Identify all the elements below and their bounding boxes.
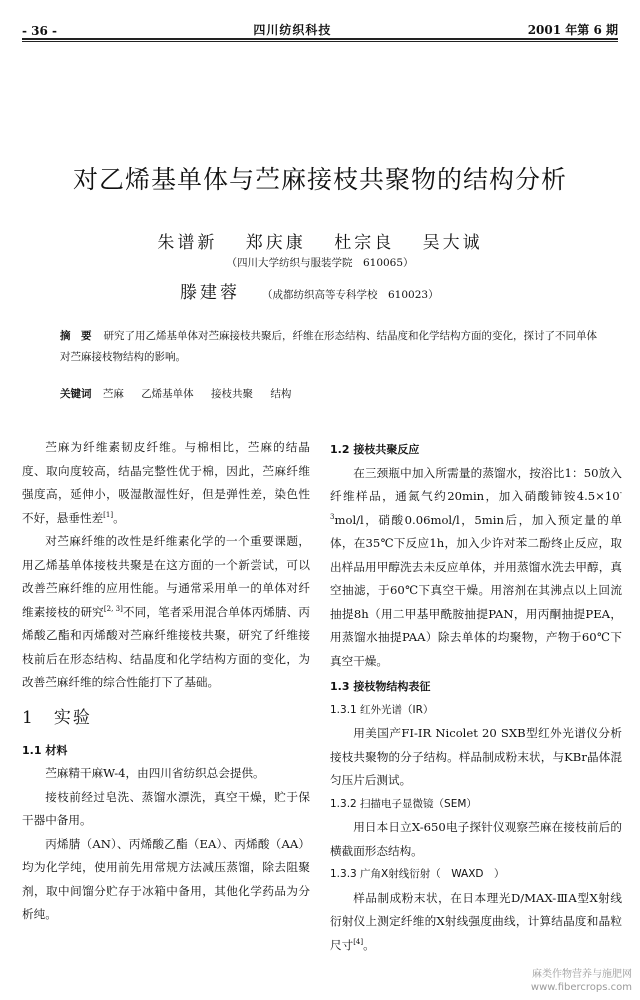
section-heading: 1 实验 [22, 707, 92, 728]
citation: [1] [103, 510, 114, 519]
paragraph: 样品制成粉末状，在日本理光D/MAX-ⅢA型X射线衍射仪上测定纤维的X射线强度曲线，计算结晶度和晶粒尺寸[4]。 [330, 890, 622, 952]
abstract [60, 326, 600, 368]
author-list [0, 228, 640, 253]
abstract-text: 研究了用乙烯基单体对苎麻接枝共聚后，纤维在形态结构、结晶度和化学结构方面的变化，探讨了不同单体对苎麻接枝物结构的影响。 [60, 330, 597, 363]
citation: [2, 3] [103, 604, 123, 613]
author-2-line [180, 278, 439, 303]
paragraph: 丙烯腈（AN）、丙烯酸乙酯（EA）、丙烯酸（AA）均为化学纯，使用前先用常规方法减压蒸馏，除去阻聚剂，取中间馏分贮存于冰箱中备用，其他化学药品为分析纯。 [22, 836, 310, 921]
watermark [531, 968, 632, 994]
subsection-heading: 1.2 接枝共聚反应 [330, 443, 420, 456]
paragraph: 对苎麻纤维的改性是纤维素化学的一个重要课题，用乙烯基单体接枝共聚是在这方面的一个新尝试，可以改善苎麻纤维的应用性能。与通常采用单一的单体对纤维素接枝的研究[2, 3]不同，笔者采用混合单体丙烯腈、丙烯酸乙酯和丙烯酸对苎麻纤维接枝共聚，研究了纤维接枝前后在形态结构、结晶度和化学结构方面的变化，为改善苎麻纤维的综合性能打下了基础。 [22, 534, 310, 689]
header-rule-thin [22, 41, 618, 42]
author-name: 杜宗良 [334, 233, 395, 253]
keyword: 接枝共聚 [211, 388, 254, 400]
subsubsection-heading: 1.3.3 广角X射线衍射（ WAXD ） [330, 868, 505, 880]
issue-label: 2001 年第 6 期 [527, 23, 618, 37]
author-name: 朱谱新 [157, 233, 218, 253]
keyword: 苎麻 [102, 388, 124, 400]
citation: [4] [353, 937, 364, 946]
watermark-url: www.fibercrops.com [530, 982, 632, 993]
header-rule [22, 38, 618, 40]
paragraph: 接枝前经过皂洗、蒸馏水漂洗，真空干燥，贮于保干器中备用。 [22, 789, 310, 827]
watermark-line: 麻类作物营养与施肥网 [532, 969, 632, 980]
subsection-heading: 1.3 接枝物结构表征 [330, 680, 431, 693]
subsection-heading: 1.1 材料 [22, 743, 68, 757]
abstract-label: 摘 要 [60, 330, 92, 342]
subsubsection-heading: 1.3.2 扫描电子显微镜（SEM） [330, 797, 477, 810]
paragraph: 苎麻精干麻W-4，由四川省纺织总会提供。 [45, 766, 265, 780]
subsubsection-heading: 1.3.1 红外光谱（IR） [330, 703, 434, 716]
running-header [22, 14, 618, 38]
article-title: 对乙烯基单体与苎麻接枝共聚物的结构分析 [72, 165, 567, 194]
paragraph: 在三颈瓶中加入所需量的蒸馏水，按浴比1：50放入纤维样品，通氮气约20min，加入硝酸铈铵$4.5\times 10^{-3}mol/l$，硝酸0.06mol/l，5min后，加入预定量的单体，在35℃下反应1h，加入少许对苯二酚终止反应，取出样品用甲醇洗去未反应单体，并用蒸馏水洗去甲醇，真空抽滤，于60℃下真空干燥。用溶剂在其沸点以上回流抽提8h（用二甲基甲酰胺抽提PAN，用丙酮抽提PEA，用蒸馏水抽提PAA）除去单体的均聚物，产物于60℃下真空干燥。 [330, 465, 622, 668]
author-name: 郑庆康 [245, 233, 306, 253]
paragraph: 用日本日立X-650电子探针仪观察苎麻在接枝前后的横截面形态结构。 [330, 820, 622, 858]
page-number: - 36 - [22, 24, 58, 38]
keyword: 结构 [270, 388, 292, 400]
paragraph: 苎麻为纤维素韧皮纤维。与棉相比，苎麻的结晶度、取向度较高，结晶完整性优于棉，因此，苎麻纤维强度高，延伸小，吸湿散湿性好，但是弹性差，染色性不好，悬垂性差[1]。 [22, 440, 310, 525]
author-name: 吴大诚 [422, 233, 483, 253]
left-column [22, 436, 310, 927]
journal-name: 四川纺织科技 [253, 23, 332, 37]
paragraph: 用美国产FI-IR Nicolet 20 SXB型红外光谱仪分析接枝共聚物的分子结构。样品制成粉末状，与KBr晶体混匀压片后测试。 [330, 726, 622, 787]
author-name: 滕建蓉 [180, 283, 240, 303]
affiliation-1: （四川大学纺织与服装学院 610065） [226, 257, 414, 269]
keywords [60, 386, 305, 401]
right-column [330, 436, 622, 957]
keyword: 乙烯基单体 [141, 388, 194, 400]
keywords-label: 关键词 [60, 388, 92, 400]
affiliation-2: （成都纺织高等专科学校 610023） [262, 289, 439, 301]
